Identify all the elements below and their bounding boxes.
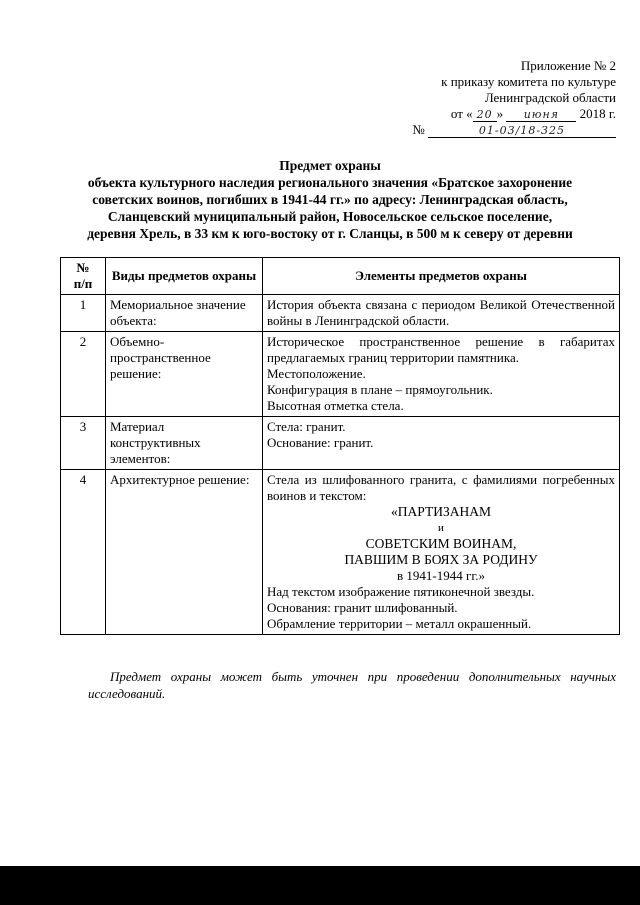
table-header-row xyxy=(61,258,620,295)
row-num: 1 xyxy=(61,295,106,332)
handwritten-number: 01-03/18-325 xyxy=(428,124,616,138)
title-line: советских воинов, погибших в 1941-44 гг.» по адресу: Ленинградская область, xyxy=(92,192,568,207)
number-prefix: № xyxy=(412,122,425,137)
element-line: Высотная отметка стела. xyxy=(267,398,404,413)
scan-bottom-edge xyxy=(0,866,640,905)
title-line: деревня Хрель, в 33 км к юго-востоку от г. Сланцы, в 500 м к северу от деревни xyxy=(87,226,573,241)
table-row xyxy=(61,417,620,470)
element-line: Историческое пространственное решение в габаритах предлагаемых границ территории памятника. xyxy=(267,334,615,365)
title-line: Сланцевский муниципальный район, Новосельское сельское поселение, xyxy=(107,209,553,224)
header-num-line: п/п xyxy=(73,276,93,291)
element-line: Местоположение. xyxy=(267,366,366,381)
appendix-line: к приказу комитета по культуре xyxy=(441,74,616,89)
table-row xyxy=(61,470,620,635)
inscription-line: «ПАРТИЗАНАМ xyxy=(391,504,491,519)
row-elements xyxy=(263,332,620,417)
header-num-line: № xyxy=(76,260,90,275)
inscription-line: в 1941-1944 гг.» xyxy=(397,568,485,583)
protection-table xyxy=(60,257,620,635)
date-year: 2018 г. xyxy=(579,106,616,121)
row-num: 2 xyxy=(61,332,106,417)
title-line: объекта культурного наследия регионального значения «Братское захоронение xyxy=(87,175,573,190)
footnote xyxy=(88,668,616,702)
header-kind: Виды предметов охраны xyxy=(106,258,263,295)
element-line: Основание: гранит. xyxy=(267,435,374,450)
table-row xyxy=(61,295,620,332)
document-title xyxy=(30,157,630,242)
element-line: Основания: гранит шлифованный. xyxy=(267,600,458,615)
inscription-line: СОВЕТСКИМ ВОИНАМ, xyxy=(365,536,517,551)
date-prefix: от « xyxy=(450,106,473,121)
appendix-date xyxy=(376,106,616,122)
header-num xyxy=(61,258,106,295)
element-line: Над текстом изображение пятиконечной звезды. xyxy=(267,584,535,599)
handwritten-day: 20 xyxy=(473,108,497,122)
footnote-text: Предмет охраны может быть уточнен при проведении дополнительных научных исследований. xyxy=(88,669,616,701)
row-elements xyxy=(263,417,620,470)
title-line: Предмет охраны xyxy=(279,158,381,173)
appendix-line: Ленинградской области xyxy=(484,90,616,105)
element-line: Обрамление территории – металл окрашенный. xyxy=(267,616,532,631)
handwritten-month: июня xyxy=(506,108,576,122)
row-num: 3 xyxy=(61,417,106,470)
table-row xyxy=(61,332,620,417)
date-mid: » xyxy=(496,106,504,121)
appendix-number xyxy=(376,122,616,138)
row-elements xyxy=(263,470,620,635)
element-line: Конфигурация в плане – прямоугольник. xyxy=(267,382,493,397)
appendix-header xyxy=(376,58,616,138)
row-kind: Объемно-пространственное решение: xyxy=(106,332,263,417)
row-kind: Материал конструктивных элементов: xyxy=(106,417,263,470)
element-line: Стела из шлифованного гранита, с фамилиями погребенных воинов и текстом: xyxy=(267,472,615,503)
row-kind: Мемориальное значение объекта: xyxy=(106,295,263,332)
inscription-line: ПАВШИМ В БОЯХ ЗА РОДИНУ xyxy=(344,552,538,567)
inscription-line: и xyxy=(438,522,444,534)
header-elements: Элементы предметов охраны xyxy=(263,258,620,295)
row-num: 4 xyxy=(61,470,106,635)
element-line: История объекта связана с периодом Великой Отечественной войны в Ленинградской области. xyxy=(267,297,615,328)
row-elements xyxy=(263,295,620,332)
appendix-line: Приложение № 2 xyxy=(520,58,616,73)
element-line: Стела: гранит. xyxy=(267,419,346,434)
row-kind: Архитектурное решение: xyxy=(106,470,263,635)
